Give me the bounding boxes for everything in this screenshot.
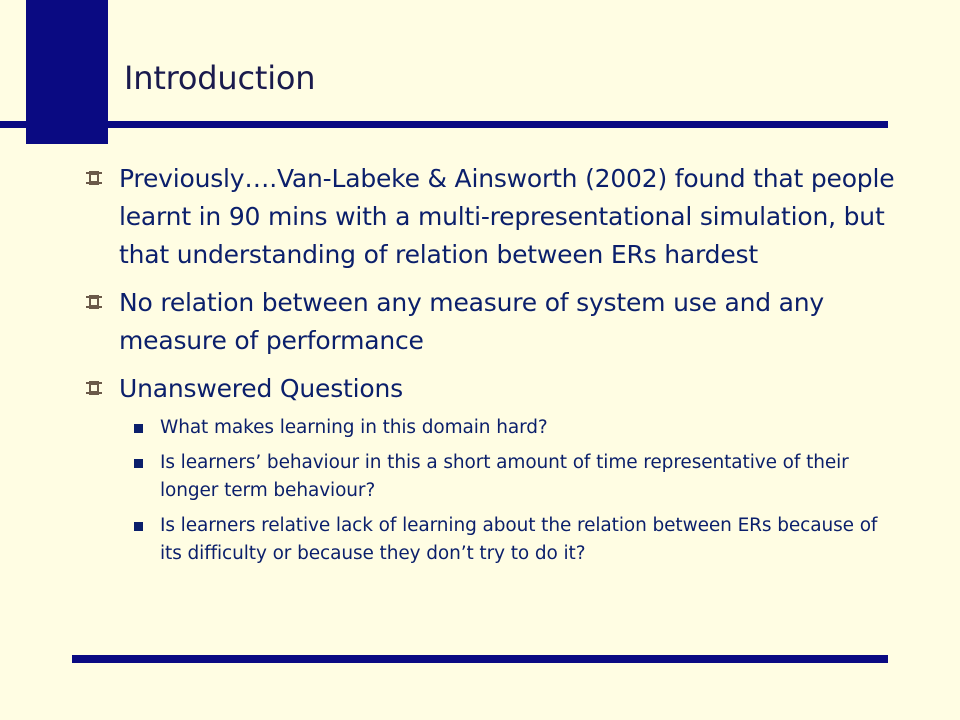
sub-bullet-text: Is learners relative lack of learning about the relation between ERs because of its difficulty or because they don’t try to do it? [160,515,878,564]
bullet-item [86,370,896,408]
sub-bullet-item [86,449,896,505]
sub-bullet-list [86,414,896,568]
title-underline-rule [0,121,888,128]
sub-bullet-item [86,512,896,568]
slide-content [86,160,896,575]
bullet-text: Previously….Van-Labeke & Ainsworth (2002) found that people learnt in 90 mins with a multi-representational simulation, but that understanding of relation between ERs hardest [119,164,895,269]
slide-title: Introduction [124,59,316,97]
bullet-item [86,160,896,274]
footer-rule [72,655,888,663]
sub-bullet-text: Is learners’ behaviour in this a short amount of time representative of their longer term behaviour? [160,452,849,501]
filled-square-icon [134,522,143,531]
hash-square-icon [86,293,102,311]
bullet-text: Unanswered Questions [119,374,403,403]
sub-bullet-text: What makes learning in this domain hard? [160,417,548,438]
filled-square-icon [134,459,143,468]
bullet-text: No relation between any measure of system use and any measure of performance [119,288,825,355]
sub-bullet-item [86,414,896,442]
hash-square-icon [86,379,102,397]
filled-square-icon [134,424,143,433]
bullet-item [86,284,896,360]
hash-square-icon [86,169,102,187]
